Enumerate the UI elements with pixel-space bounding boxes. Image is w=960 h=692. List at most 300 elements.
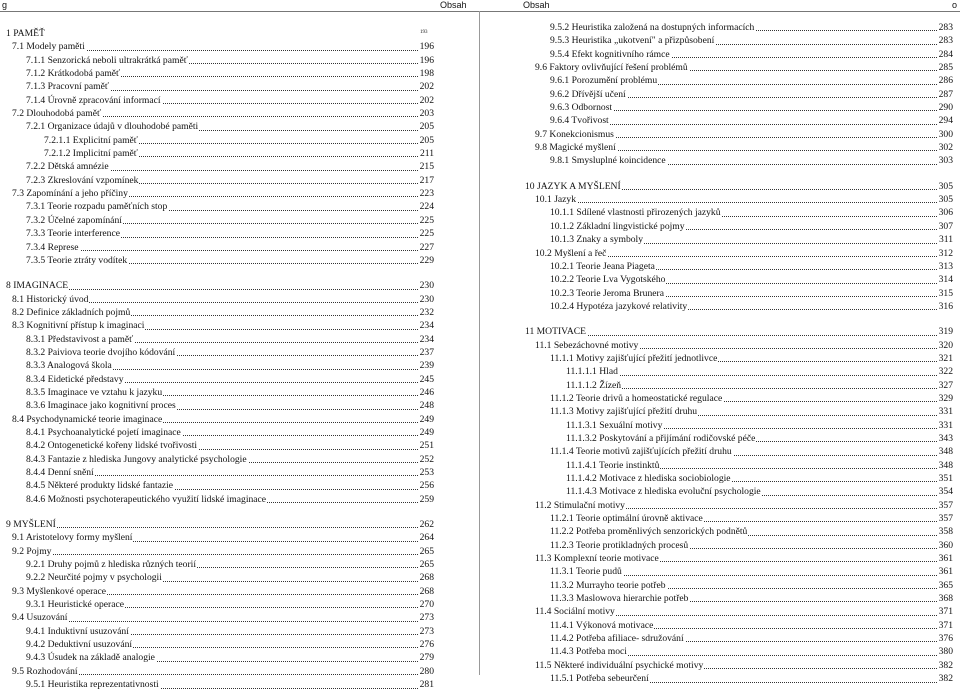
toc-entry-page: 249 bbox=[419, 413, 434, 425]
toc-entry-page: 225 bbox=[419, 214, 434, 226]
toc-entry-page: 259 bbox=[419, 493, 434, 505]
toc-dot-leader bbox=[574, 375, 939, 376]
toc-entry-page: 358 bbox=[938, 526, 953, 538]
toc-entry[interactable] bbox=[6, 346, 434, 359]
toc-entry[interactable] bbox=[525, 565, 953, 578]
toc-entry-page: 273 bbox=[419, 625, 434, 637]
toc-entry-label: 10.2 Myšlení a řeč bbox=[535, 247, 607, 259]
toc-dot-leader bbox=[14, 289, 420, 290]
toc-entry-page: 211 bbox=[419, 148, 434, 160]
toc-entry-page: 223 bbox=[419, 188, 434, 200]
toc-entry-page: 224 bbox=[419, 201, 434, 213]
toc-entry[interactable] bbox=[6, 293, 434, 306]
toc-entry-label: 9.4.3 Úsudek na základě analogie bbox=[26, 652, 155, 664]
toc-entry[interactable] bbox=[525, 128, 953, 141]
toc-entry-page: 265 bbox=[419, 545, 434, 557]
toc-entry[interactable] bbox=[6, 373, 434, 386]
toc-entry[interactable] bbox=[6, 80, 434, 93]
toc-entry[interactable] bbox=[525, 233, 953, 246]
toc-entry-label: 11.1.1.1 Hlad bbox=[566, 366, 618, 378]
toc-entry-page: 305 bbox=[938, 180, 953, 192]
toc-entry-label: 8.3.6 Imaginace jako kognitivní proces bbox=[26, 400, 176, 412]
toc-entry[interactable] bbox=[6, 241, 434, 254]
toc-entry[interactable] bbox=[525, 645, 953, 658]
toc-entry-label: 11.1.3.2 Poskytování a přijímání rodičovské péče bbox=[566, 432, 756, 444]
toc-entry-page: 327 bbox=[938, 379, 953, 391]
toc-entry-label: 11.1.3.1 Sexuální motivy bbox=[566, 419, 663, 431]
toc-entry[interactable] bbox=[6, 134, 434, 147]
toc-entry-page: 322 bbox=[938, 366, 953, 378]
toc-entry-label: 11.2 Stimulační motivy bbox=[535, 499, 625, 511]
toc-entry[interactable] bbox=[6, 214, 434, 227]
toc-entry[interactable] bbox=[525, 605, 953, 618]
toc-dot-leader bbox=[533, 335, 939, 336]
toc-entry-label: 9.5.1 Heuristika reprezentativnosti bbox=[26, 679, 159, 691]
toc-entry[interactable] bbox=[525, 61, 953, 74]
toc-entry-label: 9.4 Usuzování bbox=[12, 612, 68, 624]
toc-entry-label: 7.2.3 Zkreslování vzpomínek bbox=[26, 174, 139, 186]
header-left-letter: g bbox=[2, 0, 8, 10]
toc-entry-label: 7.3.4 Represe bbox=[26, 241, 79, 253]
toc-entry-label: 1 PAMĚŤ bbox=[6, 28, 45, 39]
toc-entry[interactable] bbox=[6, 426, 434, 439]
toc-entry-page: 273 bbox=[419, 612, 434, 624]
toc-entry[interactable] bbox=[525, 379, 953, 392]
toc-entry-label: 10.2.4 Hypotéza jazykové relativity bbox=[550, 300, 688, 312]
toc-entry[interactable] bbox=[525, 365, 953, 378]
toc-entry-label: 9 MYŠLENÍ bbox=[6, 519, 56, 531]
toc-entry[interactable] bbox=[525, 193, 953, 206]
toc-entry-page: 313 bbox=[938, 260, 953, 272]
toc-entry-label: 10.1.1 Sdílené vlastnosti přirozených jazyků bbox=[550, 207, 721, 219]
toc-entry[interactable] bbox=[6, 545, 434, 558]
toc-entry[interactable] bbox=[525, 512, 953, 525]
toc-entry-label: 9.1 Aristotelovy formy myšlení bbox=[12, 532, 133, 544]
toc-entry-label: 11.1.2 Teorie drivů a homeostatické regulace bbox=[550, 392, 723, 404]
toc-entry-page: 234 bbox=[419, 320, 434, 332]
toc-entry[interactable] bbox=[525, 392, 953, 405]
toc-entry[interactable] bbox=[525, 220, 953, 233]
toc-entry-label: 7.3 Zapomínání a jeho příčiny bbox=[12, 188, 128, 200]
toc-entry[interactable] bbox=[6, 120, 434, 133]
toc-entry[interactable] bbox=[6, 518, 434, 531]
toc-entry-page: 316 bbox=[938, 300, 953, 312]
toc-entry-page: 382 bbox=[938, 673, 953, 685]
toc-entry[interactable] bbox=[525, 352, 953, 365]
toc-entry-label: 10.2.1 Teorie Jeana Piageta bbox=[550, 260, 655, 272]
toc-entry-page: 357 bbox=[938, 513, 953, 525]
toc-entry-label: 9.2.2 Neurčité pojmy v psychologii bbox=[26, 572, 162, 584]
toc-entry-label: 7.2.1.2 Implicitní paměť bbox=[44, 148, 138, 160]
toc-entry[interactable] bbox=[6, 585, 434, 598]
toc-entry[interactable] bbox=[6, 187, 434, 200]
toc-entry[interactable] bbox=[525, 499, 953, 512]
toc-entry-page: 287 bbox=[938, 88, 953, 100]
toc-entry-page: 305 bbox=[938, 194, 953, 206]
toc-entry[interactable] bbox=[525, 472, 953, 485]
toc-entry-label: 7.3.2 Účelné zapomínání bbox=[26, 214, 122, 226]
toc-entry-page: 234 bbox=[419, 333, 434, 345]
toc-entry-page: 354 bbox=[938, 486, 953, 498]
toc-entry-label: 11.1.1.2 Žízeň bbox=[566, 379, 622, 391]
header-left-title: Obsah bbox=[440, 0, 467, 10]
toc-entry-page: 253 bbox=[419, 467, 434, 478]
toc-entry[interactable] bbox=[6, 493, 434, 506]
toc-entry-label: 9.6.1 Porozumění problému bbox=[550, 75, 658, 87]
toc-entry[interactable] bbox=[6, 665, 434, 678]
toc-entry[interactable] bbox=[6, 386, 434, 399]
toc-entry-page: 245 bbox=[419, 373, 434, 385]
toc-entry-page: 280 bbox=[419, 665, 434, 677]
toc-entry[interactable] bbox=[525, 552, 953, 565]
toc-entry[interactable] bbox=[6, 598, 434, 611]
toc-entry-label: 10 JAZYK A MYŠLENÍ bbox=[525, 180, 621, 192]
toc-entry-page: 283 bbox=[938, 35, 953, 47]
toc-entry-label: 9.5.3 Heuristika „ukotvení" a přizpůsobení bbox=[550, 35, 715, 47]
toc-entry-page: 279 bbox=[419, 652, 434, 664]
toc-entry-label: 8.3 Kognitivní přístup k imaginaci bbox=[12, 320, 145, 332]
toc-entry[interactable] bbox=[525, 247, 953, 260]
toc-entry-page: 268 bbox=[419, 585, 434, 597]
toc-entry-label: 8.4.5 Některé produkty lidské fantazie bbox=[26, 480, 174, 492]
toc-entry-label: 10.1.2 Základní lingvistické pojmy bbox=[550, 220, 685, 232]
toc-entry-page: 268 bbox=[419, 572, 434, 584]
toc-entry[interactable] bbox=[6, 453, 434, 466]
toc-entry-page: 239 bbox=[419, 360, 434, 372]
toc-entry-page: 361 bbox=[938, 553, 953, 565]
toc-entry[interactable] bbox=[6, 333, 434, 346]
toc-entry-label: 11.4 Sociální motivy bbox=[535, 606, 615, 618]
toc-entry-label: 8.3.4 Eidetické představy bbox=[26, 373, 124, 385]
toc-entry-label: 11.1.4.3 Motivace z hlediska evoluční psychologie bbox=[566, 486, 761, 498]
toc-entry-label: 8.3.2 Paiviova teorie dvojího kódování bbox=[26, 346, 176, 358]
toc-entry-label: 11.5.1 Potřeba sebeurčení bbox=[550, 673, 649, 685]
toc-entry-page: 196 bbox=[419, 41, 434, 53]
toc-entry[interactable] bbox=[6, 571, 434, 584]
toc-entry-page: 202 bbox=[419, 81, 434, 93]
toc-entry[interactable] bbox=[525, 325, 953, 338]
toc-entry-label: 8.4.6 Možnosti psychoterapeutického využití lidské imaginace bbox=[26, 493, 267, 505]
toc-entry[interactable] bbox=[525, 88, 953, 101]
toc-entry-page: 307 bbox=[938, 220, 953, 232]
toc-entry-page: 276 bbox=[419, 639, 434, 651]
toc-entry[interactable] bbox=[525, 141, 953, 154]
toc-entry-page: 286 bbox=[938, 75, 953, 87]
right-toc bbox=[525, 21, 953, 686]
toc-entry-label: 11.3.1 Teorie pudů bbox=[550, 566, 622, 578]
toc-entry-label: 9.2.1 Druhy pojmů z hlediska různých teorií bbox=[26, 559, 196, 571]
toc-entry-page: 270 bbox=[419, 599, 434, 611]
toc-dot-leader bbox=[574, 388, 939, 389]
toc-entry-label: 11.1.4.2 Motivace z hlediska sociobiologie bbox=[566, 473, 731, 484]
toc-entry-label: 7.1.4 Úrovně zpracování informací bbox=[26, 94, 161, 106]
toc-entry-label: 11.1 Sebezáchovné motivy bbox=[535, 339, 639, 351]
toc-entry-page: 230 bbox=[419, 280, 434, 292]
toc-entry[interactable] bbox=[525, 632, 953, 645]
toc-entry-page: 371 bbox=[938, 606, 953, 618]
toc-entry-page: 290 bbox=[938, 102, 953, 114]
toc-entry-page: 227 bbox=[419, 241, 434, 253]
toc-entry-page: 229 bbox=[419, 254, 434, 266]
toc-entry-page: 246 bbox=[419, 386, 434, 398]
toc-entry[interactable] bbox=[6, 439, 434, 452]
toc-entry-page: 283 bbox=[938, 22, 953, 33]
toc-entry-page: 360 bbox=[938, 539, 953, 551]
toc-entry[interactable] bbox=[6, 678, 434, 691]
toc-entry-label: 8.4 Psychodynamické teorie imaginace bbox=[12, 413, 163, 425]
toc-entry[interactable] bbox=[525, 300, 953, 313]
toc-dot-leader bbox=[558, 124, 939, 125]
toc-entry-page: 205 bbox=[419, 121, 434, 133]
toc-dot-leader bbox=[14, 527, 420, 528]
toc-entry-label: 11.4.3 Potřeba moci bbox=[550, 646, 627, 658]
toc-entry-label: 9.8 Magické myšlení bbox=[535, 142, 616, 154]
header-right-mark: o bbox=[952, 0, 958, 10]
toc-entry-page: 264 bbox=[419, 532, 434, 544]
toc-entry-label: 9.4.1 Induktivní usuzování bbox=[26, 625, 129, 637]
toc-entry[interactable] bbox=[525, 619, 953, 632]
toc-entry-label: 10.2.3 Teorie Jeroma Brunera bbox=[550, 287, 664, 299]
toc-entry-page: 331 bbox=[938, 419, 953, 431]
toc-entry-label: 11.1.3 Motivy zajišťující přežití druhu bbox=[550, 406, 698, 418]
toc-entry[interactable] bbox=[525, 273, 953, 286]
toc-entry-page: 300 bbox=[938, 128, 953, 140]
toc-entry-page: 368 bbox=[938, 593, 953, 605]
toc-entry[interactable] bbox=[6, 174, 434, 187]
toc-entry[interactable] bbox=[6, 147, 434, 160]
toc-entry-page: 311 bbox=[938, 234, 953, 246]
toc-dot-leader bbox=[20, 554, 420, 555]
toc-entry-label: 7.2 Dlouhodobá paměť bbox=[12, 108, 102, 120]
toc-dot-leader bbox=[543, 202, 939, 203]
toc-entry-page: 351 bbox=[938, 473, 953, 484]
toc-entry-label: 7.2.1 Organizace údajů v dlouhodobé paměti bbox=[26, 121, 199, 133]
toc-entry-page: 357 bbox=[938, 499, 953, 511]
toc-entry-page: 303 bbox=[938, 155, 953, 167]
toc-entry-label: 8.1 Historický úvod bbox=[12, 293, 89, 305]
toc-entry[interactable] bbox=[525, 419, 953, 432]
toc-entry[interactable] bbox=[6, 479, 434, 492]
toc-entry-page: 217 bbox=[419, 174, 434, 186]
toc-entry-page: 225 bbox=[419, 228, 434, 240]
toc-entry-page: 237 bbox=[419, 346, 434, 358]
toc-entry-label: 11.4.2 Potřeba afiliace- sdružování bbox=[550, 633, 684, 645]
toc-entry-page: 285 bbox=[938, 62, 953, 74]
toc-entry-label: 9.6.3 Odbornost bbox=[550, 102, 613, 114]
toc-entry[interactable] bbox=[525, 485, 953, 498]
page-divider bbox=[479, 11, 480, 675]
toc-entry-page: 331 bbox=[938, 406, 953, 418]
toc-entry-page: 232 bbox=[419, 306, 434, 318]
toc-entry-label: 10.1 Jazyk bbox=[535, 194, 577, 206]
toc-entry[interactable] bbox=[6, 94, 434, 107]
toc-entry[interactable] bbox=[525, 539, 953, 552]
toc-entry-page: 371 bbox=[938, 619, 953, 631]
toc-entry-label: 7.1.3 Pracovní paměť bbox=[26, 81, 109, 93]
toc-entry-label: 8.4.2 Ontogenetické kořeny lidské tvořivosti bbox=[26, 440, 198, 452]
toc-entry[interactable] bbox=[6, 306, 434, 319]
toc-entry[interactable] bbox=[6, 227, 434, 240]
toc-entry-page: 252 bbox=[419, 453, 434, 465]
toc-entry[interactable] bbox=[525, 74, 953, 87]
toc-entry[interactable] bbox=[525, 180, 953, 193]
toc-entry-label: 8 IMAGINACE bbox=[6, 280, 69, 292]
toc-entry[interactable] bbox=[525, 525, 953, 538]
toc-entry[interactable] bbox=[6, 107, 434, 120]
toc-entry-label: 7.3.3 Teorie interference bbox=[26, 228, 120, 240]
toc-entry-page: 202 bbox=[419, 94, 434, 106]
toc-entry-label: 8.4.1 Psychoanalytické pojetí imaginace bbox=[26, 426, 181, 438]
toc-entry-page: 348 bbox=[938, 459, 953, 471]
toc-entry-page: 376 bbox=[938, 633, 953, 645]
toc-entry[interactable] bbox=[6, 54, 434, 67]
toc-entry[interactable] bbox=[6, 319, 434, 332]
toc-entry-label: 7.2.2 Dětská amnézie bbox=[26, 161, 109, 173]
toc-entry[interactable] bbox=[6, 160, 434, 173]
toc-entry-label: 9.8.1 Smysluplné koincidence bbox=[550, 155, 666, 167]
small-page-number: 193 bbox=[420, 30, 428, 35]
toc-entry-page: 314 bbox=[938, 274, 953, 286]
toc-entry-label: 9.3.1 Heuristické operace bbox=[26, 599, 125, 611]
toc-entry[interactable] bbox=[525, 579, 953, 592]
toc-entry-label: 11.3.2 Murrayho teorie potřeb bbox=[550, 579, 666, 591]
toc-entry-label: 9.3 Myšlenkové operace bbox=[12, 585, 107, 597]
toc-entry-label: 9.4.2 Deduktivní usuzování bbox=[26, 639, 133, 651]
toc-entry[interactable] bbox=[525, 405, 953, 418]
toc-entry-page: 249 bbox=[419, 426, 434, 438]
toc-entry[interactable] bbox=[6, 40, 434, 53]
toc-entry-label: 7.1.2 Krátkodobá paměť bbox=[26, 68, 121, 80]
toc-entry-page: 302 bbox=[938, 142, 953, 154]
toc-entry[interactable] bbox=[525, 48, 953, 61]
toc-dot-leader bbox=[34, 250, 420, 251]
toc-entry-page: 262 bbox=[419, 519, 434, 531]
toc-entry-label: 9.2 Pojmy bbox=[12, 545, 52, 557]
toc-entry[interactable] bbox=[525, 445, 953, 458]
toc-entry-page: 319 bbox=[938, 326, 953, 338]
toc-entry-page: 294 bbox=[938, 115, 953, 127]
toc-entry[interactable] bbox=[525, 339, 953, 352]
toc-entry-page: 198 bbox=[419, 68, 434, 80]
toc-entry-page: 361 bbox=[938, 566, 953, 578]
toc-entry[interactable] bbox=[6, 254, 434, 267]
toc-entry[interactable] bbox=[6, 27, 434, 40]
toc-entry[interactable] bbox=[6, 651, 434, 664]
header-right-title: Obsah bbox=[523, 0, 550, 10]
toc-entry-label: 11.1.1 Motivy zajišťující přežití jednotlivce bbox=[550, 352, 718, 364]
toc-entry-page: 281 bbox=[419, 679, 434, 691]
toc-dot-leader bbox=[558, 110, 939, 111]
header-bar bbox=[0, 0, 960, 12]
toc-entry[interactable] bbox=[525, 154, 953, 167]
toc-entry-page: 380 bbox=[938, 646, 953, 658]
toc-entry[interactable] bbox=[6, 200, 434, 213]
toc-entry-page: 343 bbox=[938, 432, 953, 444]
toc-entry-label: 7.1.1 Senzorická neboli ultrakrátká paměť bbox=[26, 54, 188, 66]
toc-entry[interactable] bbox=[525, 672, 953, 685]
left-toc bbox=[6, 27, 434, 692]
toc-entry-page: 248 bbox=[419, 400, 434, 412]
toc-entry[interactable] bbox=[6, 558, 434, 571]
toc-entry[interactable] bbox=[525, 114, 953, 127]
toc-entry-label: 8.3.1 Představivost a paměť bbox=[26, 333, 134, 345]
toc-entry[interactable] bbox=[525, 101, 953, 114]
toc-entry-page: 230 bbox=[419, 293, 434, 305]
toc-entry[interactable] bbox=[525, 432, 953, 445]
toc-entry-page: 196 bbox=[419, 54, 434, 66]
toc-entry-label: 11.2.3 Teorie protikladných procesů bbox=[550, 539, 689, 551]
toc-entry-label: 11.2.1 Teorie optimální úrovně aktivace bbox=[550, 513, 703, 525]
toc-entry-page: 329 bbox=[938, 392, 953, 404]
toc-entry-label: 11 MOTIVACE bbox=[525, 326, 587, 338]
toc-entry-label: 9.5.4 Efekt kognitivního rámce bbox=[550, 48, 670, 60]
toc-entry-label: 9.6 Faktory ovlivňující řešení problémů bbox=[535, 62, 688, 74]
toc-entry[interactable] bbox=[525, 287, 953, 300]
toc-entry-label: 11.3.3 Maslowova hierarchie potřeb bbox=[550, 593, 689, 605]
toc-entry[interactable] bbox=[6, 67, 434, 80]
toc-entry[interactable] bbox=[6, 413, 434, 426]
toc-dot-leader bbox=[20, 621, 420, 622]
toc-entry-page: 215 bbox=[419, 161, 434, 173]
toc-entry-label: 7.2.1.1 Explicitní paměť bbox=[44, 134, 138, 146]
toc-entry-page: 312 bbox=[938, 247, 953, 259]
toc-entry-label: 11.4.1 Výkonová motivace bbox=[550, 619, 654, 631]
toc-entry-page: 205 bbox=[419, 134, 434, 146]
toc-entry-label: 8.3.3 Analogová škola bbox=[26, 360, 112, 372]
toc-entry-label: 8.2 Definice základních pojmů bbox=[12, 306, 131, 318]
toc-entry[interactable] bbox=[525, 592, 953, 605]
toc-entry-label: 11.1.4 Teorie motivů zajišťujících přežití druhu bbox=[550, 446, 732, 458]
toc-entry[interactable] bbox=[6, 279, 434, 292]
toc-entry-page: 382 bbox=[938, 659, 953, 671]
toc-entry-label: 8.4.3 Fantazie z hlediska Jungovy analytické psychologie bbox=[26, 453, 247, 465]
toc-entry-page: 284 bbox=[938, 48, 953, 60]
toc-entry-page: 203 bbox=[419, 108, 434, 120]
toc-entry[interactable] bbox=[6, 611, 434, 624]
toc-entry[interactable] bbox=[525, 659, 953, 672]
toc-entry-label: 11.3 Komplexní teorie motivace bbox=[535, 553, 659, 565]
toc-entry-page: 306 bbox=[938, 207, 953, 219]
toc-entry-label: 11.5 Některé individuální psychické motivy bbox=[535, 659, 704, 671]
toc-entry-label: 10.2.2 Teorie Lva Vygotského bbox=[550, 274, 666, 286]
toc-entry-label: 7.3.5 Teorie ztráty vodítek bbox=[26, 254, 128, 266]
toc-entry[interactable] bbox=[525, 206, 953, 219]
toc-entry[interactable] bbox=[6, 638, 434, 651]
toc-entry[interactable] bbox=[6, 399, 434, 412]
toc-entry-label: 9.6.4 Tvořivost bbox=[550, 115, 609, 127]
toc-entry-page: 320 bbox=[938, 339, 953, 351]
toc-entry-page: 365 bbox=[938, 579, 953, 591]
toc-entry-label: 11.1.4.1 Teorie instinktů bbox=[566, 459, 660, 471]
toc-entry-page: 321 bbox=[938, 352, 953, 364]
toc-entry[interactable] bbox=[525, 21, 953, 34]
toc-entry[interactable] bbox=[525, 34, 953, 47]
toc-entry-label: 9.6.2 Dřívější učení bbox=[550, 88, 626, 100]
toc-entry-label: 9.5.2 Heuristika založená na dostupných informacích bbox=[550, 22, 755, 33]
toc-entry[interactable] bbox=[525, 459, 953, 472]
toc-entry[interactable] bbox=[6, 359, 434, 372]
toc-entry-page: 251 bbox=[419, 440, 434, 452]
toc-entry-label: 8.4.4 Denní snění bbox=[26, 467, 94, 478]
toc-entry-label: 7.3.1 Teorie rozpadu paměťních stop bbox=[26, 201, 168, 213]
toc-entry-page: 348 bbox=[938, 446, 953, 458]
toc-entry[interactable] bbox=[6, 466, 434, 479]
toc-entry[interactable] bbox=[525, 260, 953, 273]
toc-entry-label: 8.3.5 Imaginace ve vztahu k jazyku bbox=[26, 386, 163, 398]
toc-entry-page: 265 bbox=[419, 559, 434, 571]
toc-entry[interactable] bbox=[6, 531, 434, 544]
toc-entry[interactable] bbox=[6, 625, 434, 638]
